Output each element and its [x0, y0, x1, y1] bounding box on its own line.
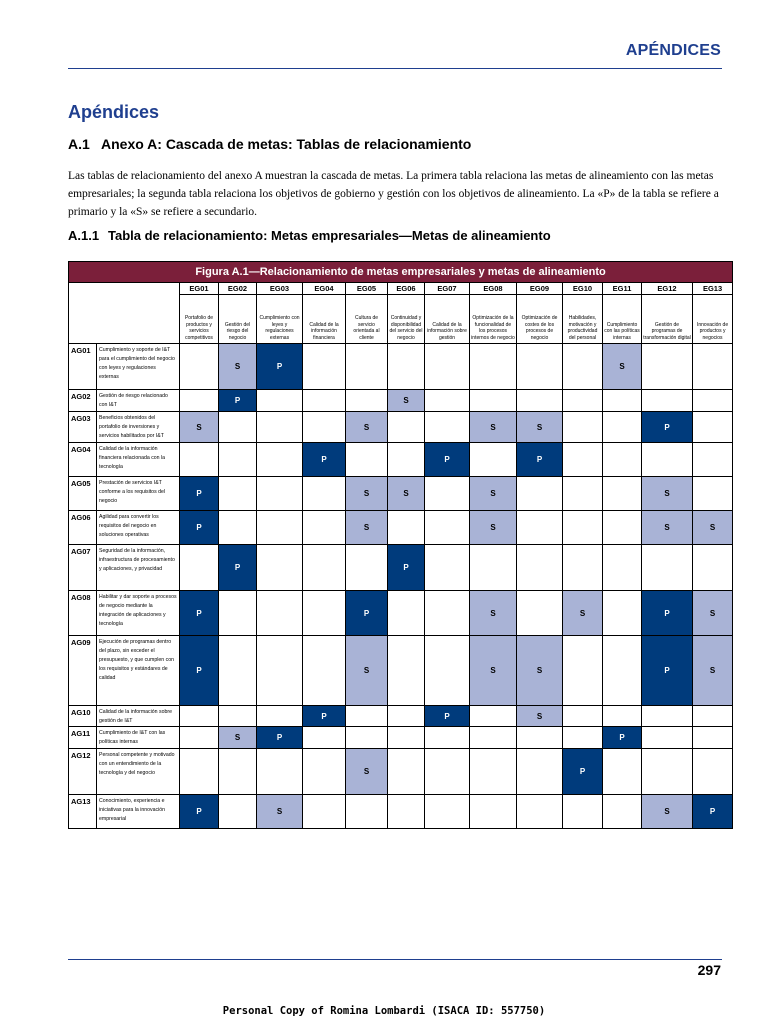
matrix-cell: S — [470, 477, 517, 511]
matrix-cell — [388, 443, 425, 477]
matrix-cell: S — [470, 591, 517, 636]
matrix-cell — [563, 706, 603, 727]
matrix-cell — [180, 443, 219, 477]
matrix-cell — [470, 390, 517, 412]
matrix-cell — [219, 749, 257, 795]
page-number: 297 — [697, 962, 721, 978]
matrix-cell: S — [470, 636, 517, 706]
column-label: Optimización de la funcionalidad de los procesos internos de negocio — [470, 295, 517, 344]
matrix-cell — [563, 390, 603, 412]
table-row — [69, 591, 733, 636]
matrix-cell — [603, 749, 642, 795]
matrix-cell — [257, 636, 303, 706]
matrix-cell: P — [425, 443, 470, 477]
matrix-cell — [346, 706, 388, 727]
matrix-cell — [180, 390, 219, 412]
column-label: Calidad de la información sobre gestión — [425, 295, 470, 344]
column-code: EG10 — [563, 283, 603, 295]
matrix-cell: P — [257, 727, 303, 749]
row-code: AG05 — [69, 477, 97, 511]
copy-notice: Personal Copy of Romina Lombardi (ISACA ID: 557750) — [222, 1005, 546, 1017]
matrix-cell: S — [219, 344, 257, 390]
matrix-cell — [346, 443, 388, 477]
matrix-cell — [603, 390, 642, 412]
matrix-cell — [425, 545, 470, 591]
row-code: AG12 — [69, 749, 97, 795]
table-row — [69, 477, 733, 511]
section-a11-number: A.1.1 — [68, 228, 100, 243]
matrix-cell: S — [693, 636, 733, 706]
matrix-cell — [563, 344, 603, 390]
table-row — [69, 749, 733, 795]
column-code: EG08 — [470, 283, 517, 295]
column-code-row — [69, 283, 733, 295]
matrix-cell — [257, 443, 303, 477]
section-a11-title: Tabla de relacionamiento: Metas empresariales—Metas de alineamiento — [108, 228, 551, 243]
matrix-cell — [603, 706, 642, 727]
matrix-cell: S — [517, 706, 563, 727]
row-label: Cumplimiento y soporte de I&T para el cumplimiento del negocio con leyes y regulaciones externas — [97, 344, 180, 390]
matrix-cell — [219, 443, 257, 477]
header-divider — [68, 68, 722, 69]
matrix-cell: P — [603, 727, 642, 749]
matrix-cell: S — [642, 795, 693, 829]
row-label: Seguridad de la información, infraestructura de procesamiento y aplicaciones, y privacidad — [97, 545, 180, 591]
matrix-cell — [563, 443, 603, 477]
matrix-cell — [180, 706, 219, 727]
matrix-cell — [257, 545, 303, 591]
matrix-cell — [425, 636, 470, 706]
column-label: Innovación de productos y negocios — [693, 295, 733, 344]
matrix-cell — [603, 591, 642, 636]
matrix-cell — [303, 591, 346, 636]
page-title: Apéndices — [68, 102, 160, 122]
matrix-cell — [425, 795, 470, 829]
row-label: Habilitar y dar soporte a procesos de negocio mediante la integración de aplicaciones y tecnología — [97, 591, 180, 636]
matrix-cell — [388, 795, 425, 829]
matrix-cell: P — [219, 545, 257, 591]
matrix-cell — [425, 749, 470, 795]
matrix-cell — [425, 727, 470, 749]
matrix-cell — [642, 390, 693, 412]
matrix-cell — [563, 795, 603, 829]
column-code: EG13 — [693, 283, 733, 295]
matrix-cell — [303, 477, 346, 511]
matrix-cell — [180, 749, 219, 795]
matrix-cell — [425, 477, 470, 511]
matrix-cell: S — [470, 511, 517, 545]
column-label: Cumplimiento con las políticas internas — [603, 295, 642, 344]
matrix-cell: S — [470, 412, 517, 443]
matrix-cell: S — [219, 727, 257, 749]
matrix-cell — [642, 443, 693, 477]
matrix-cell: S — [180, 412, 219, 443]
matrix-cell — [642, 706, 693, 727]
section-a1-title: Anexo A: Cascada de metas: Tablas de relacionamiento — [101, 136, 472, 152]
matrix-cell — [388, 344, 425, 390]
matrix-cell — [303, 545, 346, 591]
matrix-cell — [257, 390, 303, 412]
matrix-cell — [303, 344, 346, 390]
column-code: EG11 — [603, 283, 642, 295]
matrix-cell: P — [180, 591, 219, 636]
column-label: Calidad de la información financiera — [303, 295, 346, 344]
matrix-cell: S — [517, 636, 563, 706]
column-label: Continuidad y disponibilidad del servicio del negocio — [388, 295, 425, 344]
matrix-cell — [180, 545, 219, 591]
row-label: Ejecución de programas dentro del plazo, sin exceder el presupuesto, y que cumplen con los requisitos y estándares de calidad — [97, 636, 180, 706]
matrix-cell — [425, 511, 470, 545]
section-a11-heading — [68, 228, 551, 243]
footer-divider — [68, 959, 722, 960]
matrix-cell — [693, 706, 733, 727]
row-code: AG11 — [69, 727, 97, 749]
matrix-cell — [180, 727, 219, 749]
table-row — [69, 795, 733, 829]
matrix-cell: S — [346, 477, 388, 511]
table-row — [69, 412, 733, 443]
figure-caption: Figura A.1—Relacionamiento de metas empresariales y metas de alineamiento — [69, 262, 733, 283]
matrix-cell — [388, 706, 425, 727]
row-code: AG10 — [69, 706, 97, 727]
matrix-cell — [693, 477, 733, 511]
matrix-cell — [303, 511, 346, 545]
matrix-cell — [425, 390, 470, 412]
row-label: Calidad de la información financiera relacionada con la tecnología — [97, 443, 180, 477]
row-label: Conocimiento, experiencia e iniciativas para la innovación empresarial — [97, 795, 180, 829]
section-header: APÉNDICES — [625, 42, 721, 59]
column-label: Gestión del riesgo del negocio — [219, 295, 257, 344]
matrix-cell: P — [388, 545, 425, 591]
table-row — [69, 706, 733, 727]
intro-paragraph: Las tablas de relacionamiento del anexo A muestran la cascada de metas. La primera tabla relaciona las metas de alineamiento con las metas empresariales; la segunda tabla relaciona los objetivos de gobierno y gestión con los objetivos de alineamiento. La «P» de la tabla se refiere a primario y la «S» se refiere a secundario. — [68, 170, 719, 218]
column-code: EG09 — [517, 283, 563, 295]
matrix-cell — [388, 749, 425, 795]
matrix-cell — [346, 727, 388, 749]
matrix-cell — [563, 727, 603, 749]
table-row — [69, 727, 733, 749]
matrix-cell — [517, 727, 563, 749]
matrix-cell: P — [346, 591, 388, 636]
matrix-cell: P — [563, 749, 603, 795]
matrix-cell — [219, 412, 257, 443]
matrix-cell — [603, 545, 642, 591]
row-code: AG02 — [69, 390, 97, 412]
column-code: EG02 — [219, 283, 257, 295]
table-corner — [69, 283, 180, 344]
matrix-cell: S — [642, 511, 693, 545]
matrix-cell — [388, 412, 425, 443]
row-label: Calidad de la información sobre gestión de I&T — [97, 706, 180, 727]
matrix-cell: S — [642, 477, 693, 511]
matrix-cell — [303, 727, 346, 749]
matrix-cell — [346, 344, 388, 390]
row-label: Prestación de servicios I&T conforme a los requisitos del negocio — [97, 477, 180, 511]
matrix-cell: P — [180, 636, 219, 706]
matrix-cell — [303, 795, 346, 829]
matrix-cell — [693, 390, 733, 412]
matrix-cell: S — [346, 412, 388, 443]
matrix-cell — [517, 795, 563, 829]
matrix-cell — [693, 344, 733, 390]
row-code: AG01 — [69, 344, 97, 390]
row-label: Agilidad para convertir los requisitos del negocio en soluciones operativas — [97, 511, 180, 545]
matrix-cell — [388, 636, 425, 706]
table-row — [69, 390, 733, 412]
matrix-cell — [517, 749, 563, 795]
matrix-cell: P — [180, 511, 219, 545]
row-code: AG09 — [69, 636, 97, 706]
matrix-cell — [563, 477, 603, 511]
column-label: Cultura de servicio orientada al cliente — [346, 295, 388, 344]
matrix-cell: S — [346, 511, 388, 545]
matrix-cell — [517, 344, 563, 390]
section-a1-number: A.1 — [68, 136, 90, 152]
matrix-cell — [470, 443, 517, 477]
column-code: EG06 — [388, 283, 425, 295]
matrix-cell — [346, 390, 388, 412]
matrix-cell — [603, 795, 642, 829]
matrix-cell — [693, 749, 733, 795]
table-row — [69, 545, 733, 591]
matrix-cell — [563, 636, 603, 706]
matrix-cell — [257, 477, 303, 511]
matrix-cell — [642, 727, 693, 749]
matrix-cell: P — [180, 795, 219, 829]
row-code: AG07 — [69, 545, 97, 591]
matrix-cell: S — [693, 511, 733, 545]
matrix-cell — [470, 545, 517, 591]
column-code: EG07 — [425, 283, 470, 295]
row-code: AG13 — [69, 795, 97, 829]
matrix-cell — [303, 412, 346, 443]
row-label: Beneficios obtenidos del portafolio de inversiones y servicios habilitados por I&T — [97, 412, 180, 443]
matrix-cell — [219, 511, 257, 545]
matrix-cell — [603, 477, 642, 511]
matrix-cell: S — [346, 749, 388, 795]
matrix-cell — [517, 390, 563, 412]
matrix-cell: S — [388, 477, 425, 511]
matrix-cell — [517, 477, 563, 511]
matrix-cell — [425, 344, 470, 390]
matrix-cell — [219, 795, 257, 829]
matrix-cell — [563, 511, 603, 545]
matrix-cell — [642, 344, 693, 390]
row-label: Personal competente y motivado con un entendimiento de la tecnología y del negocio — [97, 749, 180, 795]
matrix-cell — [603, 636, 642, 706]
matrix-cell — [693, 443, 733, 477]
matrix-cell — [388, 511, 425, 545]
section-a1-heading — [68, 136, 471, 152]
column-label: Cumplimiento con leyes y regulaciones externas — [257, 295, 303, 344]
matrix-cell: S — [388, 390, 425, 412]
row-code: AG06 — [69, 511, 97, 545]
matrix-cell — [425, 591, 470, 636]
matrix-cell — [642, 749, 693, 795]
matrix-cell: P — [693, 795, 733, 829]
matrix-cell — [693, 727, 733, 749]
matrix-cell: S — [693, 591, 733, 636]
matrix-cell: P — [517, 443, 563, 477]
matrix-cell — [470, 727, 517, 749]
column-code: EG12 — [642, 283, 693, 295]
matrix-cell — [219, 477, 257, 511]
matrix-cell: P — [303, 443, 346, 477]
matrix-cell — [303, 390, 346, 412]
matrix-cell — [257, 511, 303, 545]
matrix-cell — [470, 795, 517, 829]
matrix-cell: P — [180, 477, 219, 511]
matrix-cell — [257, 591, 303, 636]
matrix-cell — [219, 591, 257, 636]
matrix-cell — [388, 727, 425, 749]
matrix-cell: P — [642, 591, 693, 636]
matrix-cell — [388, 591, 425, 636]
matrix-cell — [219, 706, 257, 727]
matrix-cell: P — [642, 412, 693, 443]
row-code: AG04 — [69, 443, 97, 477]
matrix-cell — [517, 545, 563, 591]
matrix-cell: P — [642, 636, 693, 706]
column-code: EG01 — [180, 283, 219, 295]
matrix-cell — [180, 344, 219, 390]
matrix-cell — [563, 412, 603, 443]
column-label: Optimización de costes de los procesos de negocio — [517, 295, 563, 344]
matrix-cell — [257, 749, 303, 795]
matrix-cell: P — [425, 706, 470, 727]
matrix-cell — [603, 511, 642, 545]
matrix-cell: P — [257, 344, 303, 390]
matrix-cell — [603, 443, 642, 477]
matrix-cell: S — [563, 591, 603, 636]
matrix-cell — [346, 545, 388, 591]
column-code: EG05 — [346, 283, 388, 295]
row-code: AG08 — [69, 591, 97, 636]
row-code: AG03 — [69, 412, 97, 443]
column-label: Habilidades, motivación y productividad del personal — [563, 295, 603, 344]
matrix-cell — [470, 706, 517, 727]
matrix-cell — [563, 545, 603, 591]
column-code: EG03 — [257, 283, 303, 295]
matrix-cell — [693, 545, 733, 591]
matrix-cell — [470, 344, 517, 390]
row-label: Gestión de riesgo relacionado con I&T — [97, 390, 180, 412]
matrix-cell — [303, 636, 346, 706]
matrix-cell — [642, 545, 693, 591]
table-row — [69, 344, 733, 390]
matrix-cell: P — [219, 390, 257, 412]
matrix-cell — [257, 706, 303, 727]
matrix-cell — [470, 749, 517, 795]
column-label: Gestión de programas de transformación digital — [642, 295, 693, 344]
matrix-cell — [303, 749, 346, 795]
row-label: Cumplimiento de I&T con las políticas internas — [97, 727, 180, 749]
relationship-table — [68, 261, 733, 829]
table-row — [69, 443, 733, 477]
matrix-cell — [517, 511, 563, 545]
column-label: Portafolio de productos y servicios competitivos — [180, 295, 219, 344]
matrix-cell: S — [603, 344, 642, 390]
matrix-cell: S — [257, 795, 303, 829]
matrix-cell — [425, 412, 470, 443]
matrix-cell — [346, 795, 388, 829]
table-row — [69, 636, 733, 706]
matrix-cell: P — [303, 706, 346, 727]
matrix-cell: S — [517, 412, 563, 443]
matrix-cell: S — [346, 636, 388, 706]
matrix-cell — [693, 412, 733, 443]
matrix-cell — [517, 591, 563, 636]
table-row — [69, 511, 733, 545]
matrix-cell — [603, 412, 642, 443]
matrix-cell — [257, 412, 303, 443]
matrix-cell — [219, 636, 257, 706]
column-code: EG04 — [303, 283, 346, 295]
